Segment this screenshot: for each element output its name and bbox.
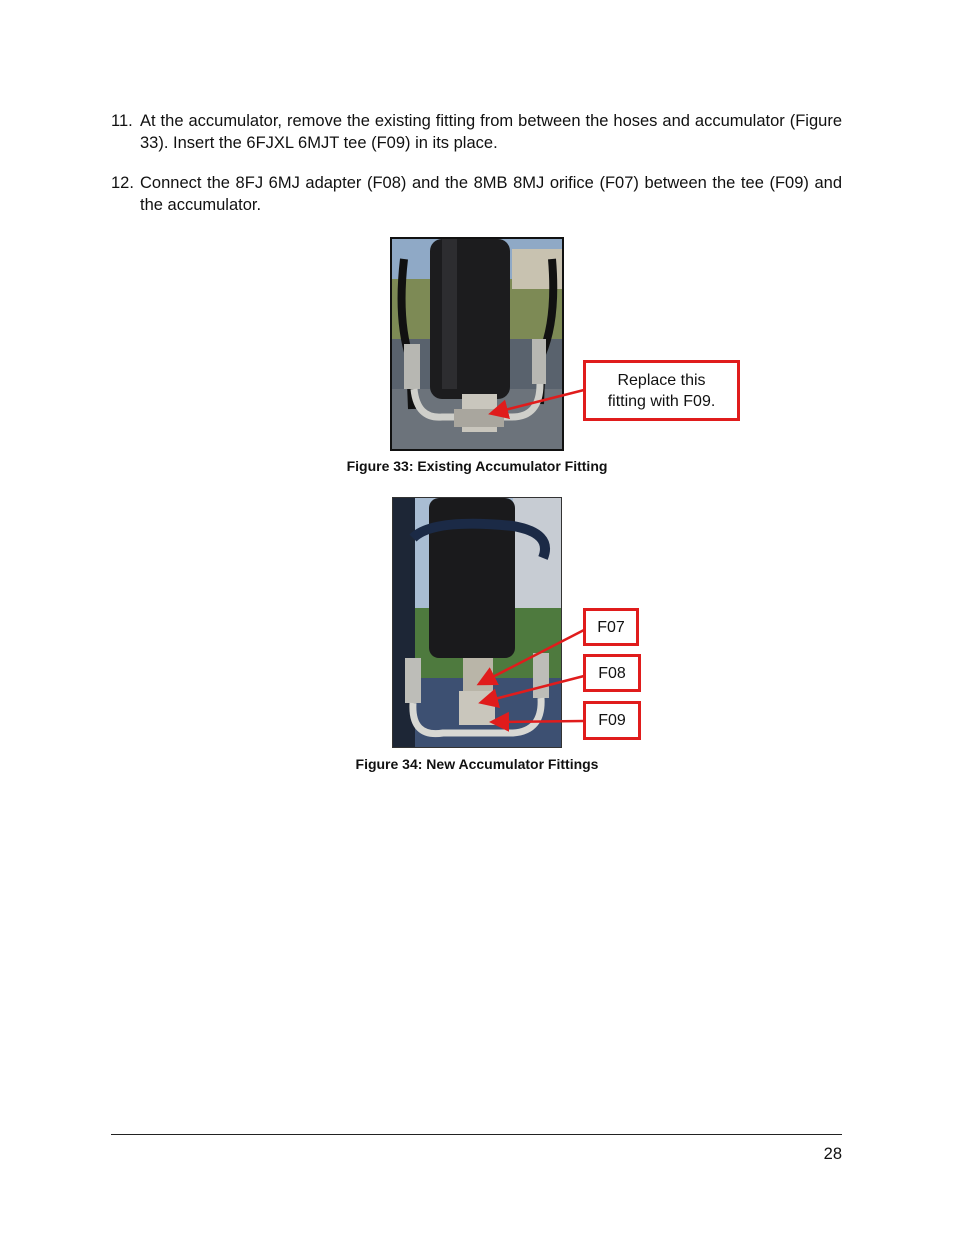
page-number: 28 bbox=[823, 1145, 842, 1163]
figure-34-caption: Figure 34: New Accumulator Fittings bbox=[355, 756, 599, 772]
callout-text: F08 bbox=[598, 664, 626, 682]
callout-text: F07 bbox=[597, 618, 625, 636]
step-number: 12. bbox=[111, 174, 134, 192]
step-text: At the accumulator, remove the existing fitting from between the hoses and accumulator (Figure 33). Insert the 6FJXL 6MJT tee (F09) in its place. bbox=[140, 112, 842, 152]
step-number: 11. bbox=[111, 112, 133, 130]
arrow-f09 bbox=[494, 721, 584, 722]
figure-33-caption: Figure 33: Existing Accumulator Fitting bbox=[346, 458, 608, 474]
step-text: Connect the 8FJ 6MJ adapter (F08) and the 8MB 8MJ orifice (F07) between the tee (F09) and the accumulator. bbox=[140, 174, 842, 214]
arrow-replace-fitting bbox=[493, 390, 584, 413]
callout-text: Replace this fitting with F09. bbox=[607, 371, 716, 410]
arrow-f07 bbox=[481, 630, 584, 683]
callout-text: F09 bbox=[598, 712, 626, 729]
footer-rule bbox=[111, 1134, 842, 1135]
arrow-f08 bbox=[483, 676, 584, 702]
